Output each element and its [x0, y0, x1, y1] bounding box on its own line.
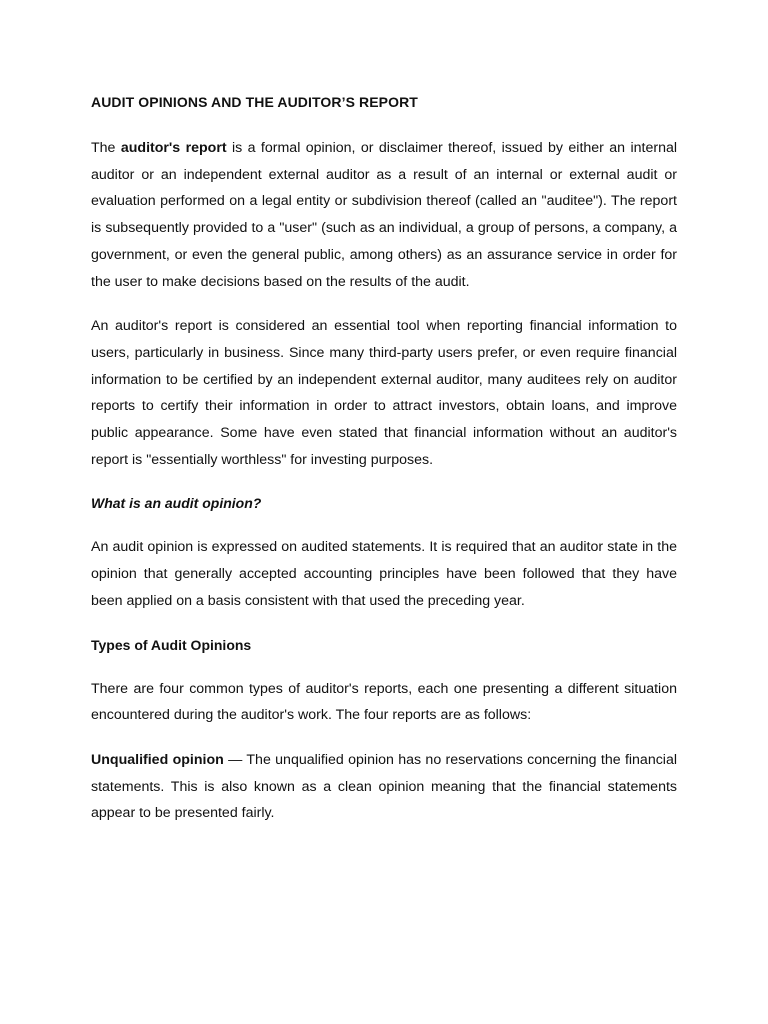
auditors-report-term: auditor's report [120, 140, 227, 156]
four-types-paragraph: There are four common types of auditor's reports, each one presenting a different situation encountered during the auditor's work. The four reports are as follows: [91, 680, 677, 724]
unqualified-opinion-paragraph [91, 747, 677, 827]
document-body [91, 90, 677, 845]
types-heading: Types of Audit Opinions [91, 636, 252, 653]
unqualified-opinion-term: Unqualified opinion [91, 751, 224, 768]
essential-tool-paragraph: An auditor's report is considered an essential tool when reporting financial information to users, particularly in business. Since many third-party users prefer, or even require financial information to be certified by an independent external auditor, many auditees rely on auditor reports to certify their information in order to attract investors, obtain loans, and improve public appearance. Some have even stated that financial information without an auditor's report is "essentially worthless" for investing purposes. [91, 318, 677, 468]
unqualified-opinion-text: — The unqualified opinion has no reservations concerning the financial statements. This is also known as a clean opinion meaning that the financial statements appear to be presented fairly. [91, 751, 677, 822]
intro-lead: The [91, 140, 121, 156]
intro-text: is a formal opinion, or disclaimer thereof, issued by either an internal auditor or an independent external auditor as a result of an internal or external audit or evaluation performed on a legal entity or subdivision thereof (called an "auditee"). The report is subsequently provided to a "user" (such as an individual, a group of persons, a company, a government, or even the general public, among others) as an assurance service in order for the user to make decisions based on the results of the audit. [91, 140, 678, 290]
audit-opinion-paragraph: An audit opinion is expressed on audited statements. It is required that an auditor state in the opinion that generally accepted accounting principles have been followed that they have been applied on a basis consistent with that used the preceding year. [91, 539, 677, 609]
audit-opinion-question-heading: What is an audit opinion? [91, 495, 262, 512]
intro-paragraph [91, 135, 677, 295]
document-title: AUDIT OPINIONS AND THE AUDITOR’S REPORT [91, 94, 418, 110]
